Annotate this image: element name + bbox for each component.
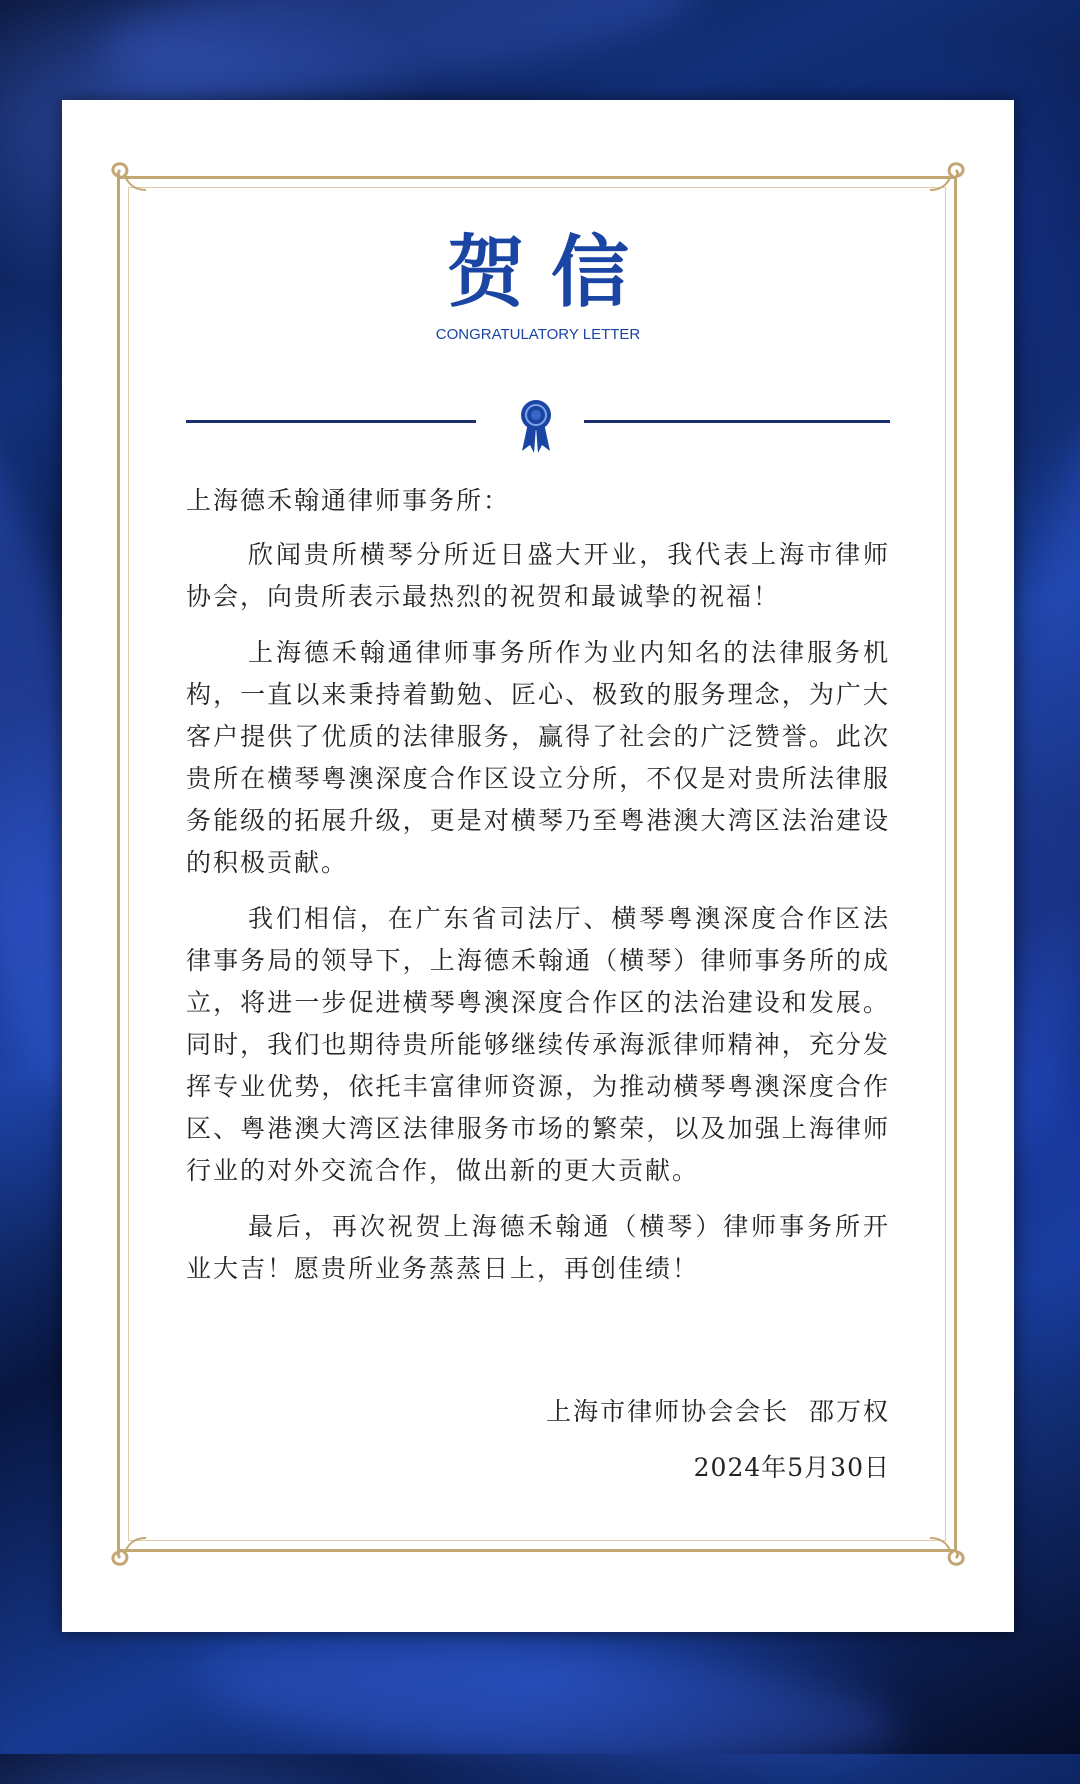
flourish-corner-icon — [914, 156, 970, 212]
silk-fold — [197, 1626, 903, 1784]
title-divider-right — [584, 420, 890, 423]
letter-subtitle: CONGRATULATORY LETTER — [435, 326, 641, 343]
flourish-corner-icon — [106, 1516, 162, 1572]
ribbon-rosette-icon — [513, 397, 559, 455]
body-paragraph: 欣闻贵所横琴分所近日盛大开业，我代表上海市律师协会，向贵所表示最热烈的祝贺和最诚挚的祝福！ — [186, 540, 890, 611]
letter-date: 2024年5月30日 — [693, 1453, 890, 1482]
letter-title: 贺信 — [446, 227, 655, 318]
signature: 上海市律师协会会长 邵万权 — [546, 1397, 890, 1426]
letter-body — [186, 480, 890, 1304]
body-paragraph: 我们相信，在广东省司法厅、横琴粤澳深度合作区法律事务局的领导下，上海德禾翰通（横琴）律师事务所的成立，将进一步促进横琴粤澳深度合作区的法治建设和发展。同时，我们也期待贵所能够继续传承海派律师精神，充分发挥专业优势，依托丰富律师资源，为推动横琴粤澳深度合作区、粤港澳大湾区法律服务市场的繁荣，以及加强上海律师行业的对外交流合作，做出新的更大贡献。 — [186, 904, 890, 1185]
silk-fold — [95, 0, 704, 111]
body-paragraph: 上海德禾翰通律师事务所作为业内知名的法律服务机构，一直以来秉持着勤勉、匠心、极致的服务理念，为广大客户提供了优质的法律服务，赢得了社会的广泛赞誉。此次贵所在横琴粤澳深度合作区设立分所，不仅是对贵所法律服务能级的拓展升级，更是对横琴乃至粤港澳大湾区法治建设的积极贡献。 — [186, 638, 890, 877]
letter-paper — [62, 100, 1014, 1632]
flourish-corner-icon — [914, 1516, 970, 1572]
title-divider-left — [186, 420, 476, 423]
flourish-corner-icon — [106, 156, 162, 212]
body-paragraph: 最后，再次祝贺上海德禾翰通（横琴）律师事务所开业大吉！愿贵所业务蒸蒸日上，再创佳绩！ — [186, 1212, 890, 1283]
salutation: 上海德禾翰通律师事务所： — [186, 486, 511, 515]
